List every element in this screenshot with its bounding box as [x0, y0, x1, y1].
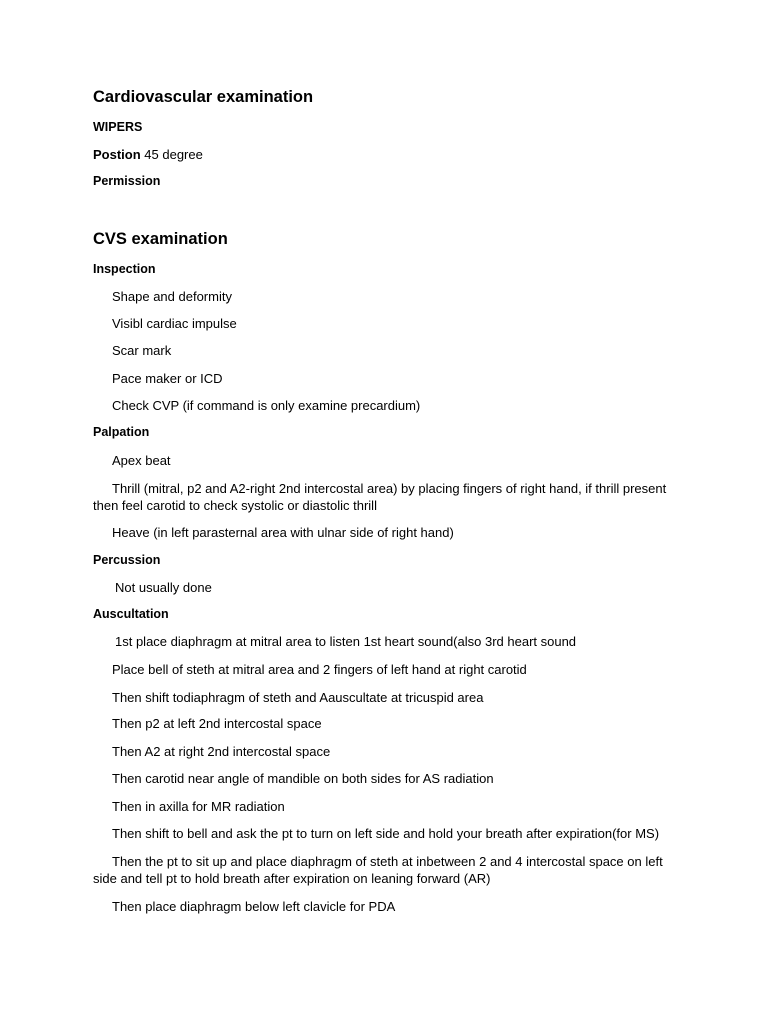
- inspection-item: Visibl cardiac impulse: [112, 316, 237, 331]
- percussion-item: Not usually done: [115, 580, 212, 595]
- palpation-item: Apex beat: [112, 453, 171, 468]
- auscultation-item: Then place diaphragm below left clavicle for PDA: [112, 899, 396, 914]
- auscultation-item: Place bell of steth at mitral area and 2 fingers of left hand at right carotid: [112, 662, 527, 677]
- permission-label: Permission: [93, 174, 161, 188]
- position-value: 45 degree: [140, 147, 203, 162]
- position-line: [93, 147, 203, 162]
- section-title-auscultation: Auscultation: [93, 607, 169, 621]
- inspection-item: Check CVP (if command is only examine precardium): [112, 398, 421, 413]
- auscultation-item: Then carotid near angle of mandible on both sides for AS radiation: [112, 771, 494, 786]
- heading-cvs-examination: CVS examination: [93, 230, 228, 248]
- inspection-item: Pace maker or ICD: [112, 371, 223, 386]
- wipers-label: WIPERS: [93, 120, 143, 134]
- section-title-percussion: Percussion: [93, 553, 161, 567]
- palpation-item: Thrill (mitral, p2 and A2-right 2nd intercostal area) by placing fingers of right hand, if thrill present then feel carotid to check systolic or diastolic thrill: [93, 481, 667, 513]
- section-title-inspection: Inspection: [93, 262, 156, 276]
- auscultation-item: Then A2 at right 2nd intercostal space: [112, 744, 331, 759]
- position-label: Postion: [93, 147, 141, 162]
- auscultation-item: Then in axilla for MR radiation: [112, 799, 285, 814]
- auscultation-item: 1st place diaphragm at mitral area to listen 1st heart sound(also 3rd heart sound: [115, 634, 577, 649]
- auscultation-item: Then p2 at left 2nd intercostal space: [112, 716, 322, 731]
- auscultation-item: Then shift todiaphragm of steth and Aauscultate at tricuspid area: [112, 690, 484, 705]
- auscultation-item: Then shift to bell and ask the pt to turn on left side and hold your breath after expiration(for MS): [112, 826, 660, 841]
- inspection-item: Scar mark: [112, 343, 172, 358]
- inspection-item: Shape and deformity: [112, 289, 232, 304]
- auscultation-item: Then the pt to sit up and place diaphragm of steth at inbetween 2 and 4 intercostal space on left side and tell pt to hold breath after expiration on leaning forward (AR): [93, 854, 663, 886]
- heading-cardiovascular-examination: Cardiovascular examination: [93, 88, 314, 106]
- palpation-item: Heave (in left parasternal area with ulnar side of right hand): [112, 525, 454, 540]
- section-title-palpation: Palpation: [93, 425, 150, 439]
